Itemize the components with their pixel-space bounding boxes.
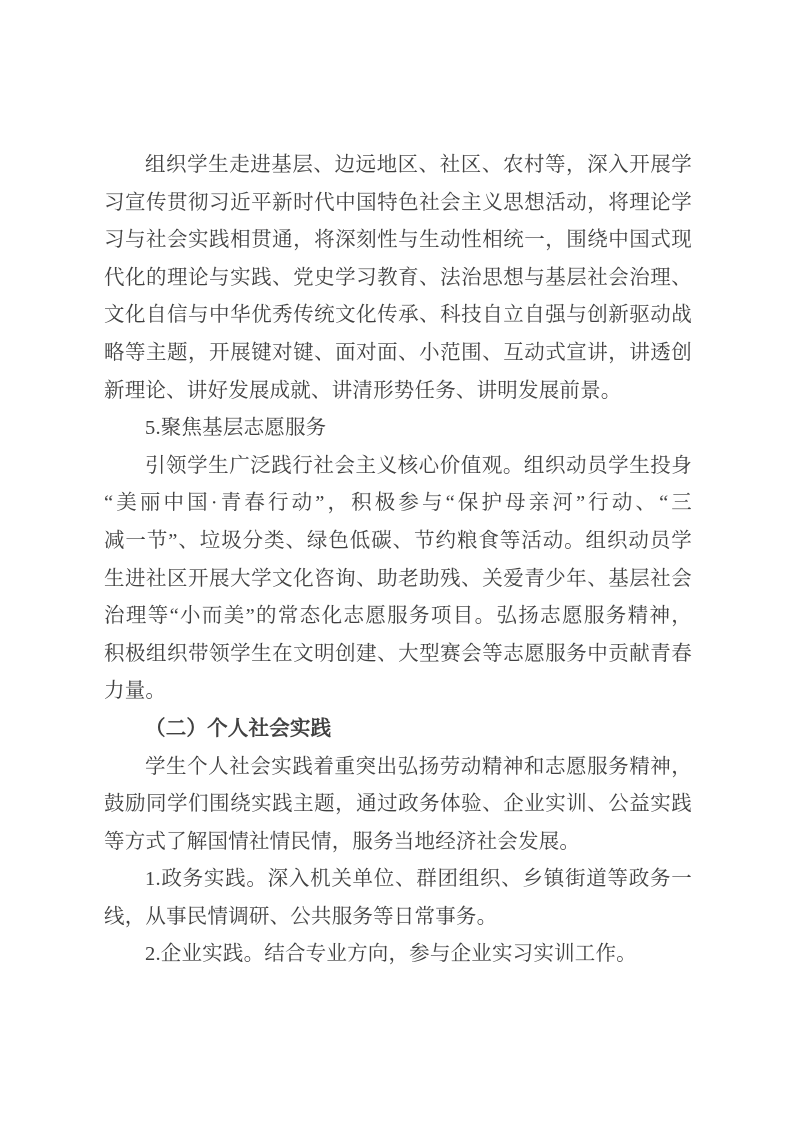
text-line: 力量。 xyxy=(104,680,167,703)
text-line: 组织学生走进基层、边远地区、社区、农村等，深入开展学 xyxy=(145,154,692,176)
text-line: 2.企业实践。结合专业方向，参与企业实习实训工作。 xyxy=(145,943,637,966)
text-line: 5.聚焦基层志愿服务 xyxy=(145,417,327,440)
text-line: 新理论、讲好发展成就、讲清形势任务、讲明发展前景。 xyxy=(104,379,622,402)
text-line: 生进社区开展大学文化咨询、助老助残、关爱青少年、基层社会 xyxy=(104,567,692,590)
text-line: 代化的理论与实践、党史学习教育、法治思想与基层社会治理、 xyxy=(104,266,692,289)
text-line: 文化自信与中华优秀传统文化传承、科技自立自强与创新驱动战 xyxy=(104,304,692,327)
section-heading: （二）个人社会实践 xyxy=(145,717,332,740)
document-body xyxy=(104,147,692,974)
text-line: 引领学生广泛践行社会主义核心价值观。组织动员学生投身 xyxy=(145,454,692,477)
text-line: 略等主题，开展键对键、面对面、小范围、互动式宣讲，讲透创 xyxy=(104,341,692,364)
text-line: 习与社会实践相贯通，将深刻性与生动性相统一，围绕中国式现 xyxy=(104,229,692,252)
text-line: 1.政务实践。深入机关单位、群团组织、乡镇街道等政务一 xyxy=(145,868,692,891)
text-line: 线，从事民情调研、公共服务等日常事务。 xyxy=(104,905,498,928)
text-line: 治理等“小而美”的常态化志愿服务项目。弘扬志愿服务精神， xyxy=(104,605,692,628)
text-line: 等方式了解国情社情民情，服务当地经济社会发展。 xyxy=(104,830,581,853)
text-line: 习宣传贯彻习近平新时代中国特色社会主义思想活动，将理论学 xyxy=(104,191,692,214)
text-line: 鼓励同学们围绕实践主题，通过政务体验、企业实训、公益实践 xyxy=(104,793,692,816)
text-line: 学生个人社会实践着重突出弘扬劳动精神和志愿服务精神， xyxy=(145,755,692,778)
text-line: 积极组织带领学生在文明创建、大型赛会等志愿服务中贡献青春 xyxy=(104,642,692,665)
text-line: 减一节”、垃圾分类、绿色低碳、节约粮食等活动。组织动员学 xyxy=(104,529,692,552)
text-line: “美丽中国·青春行动”，积极参与“保护母亲河”行动、“三 xyxy=(104,492,692,515)
